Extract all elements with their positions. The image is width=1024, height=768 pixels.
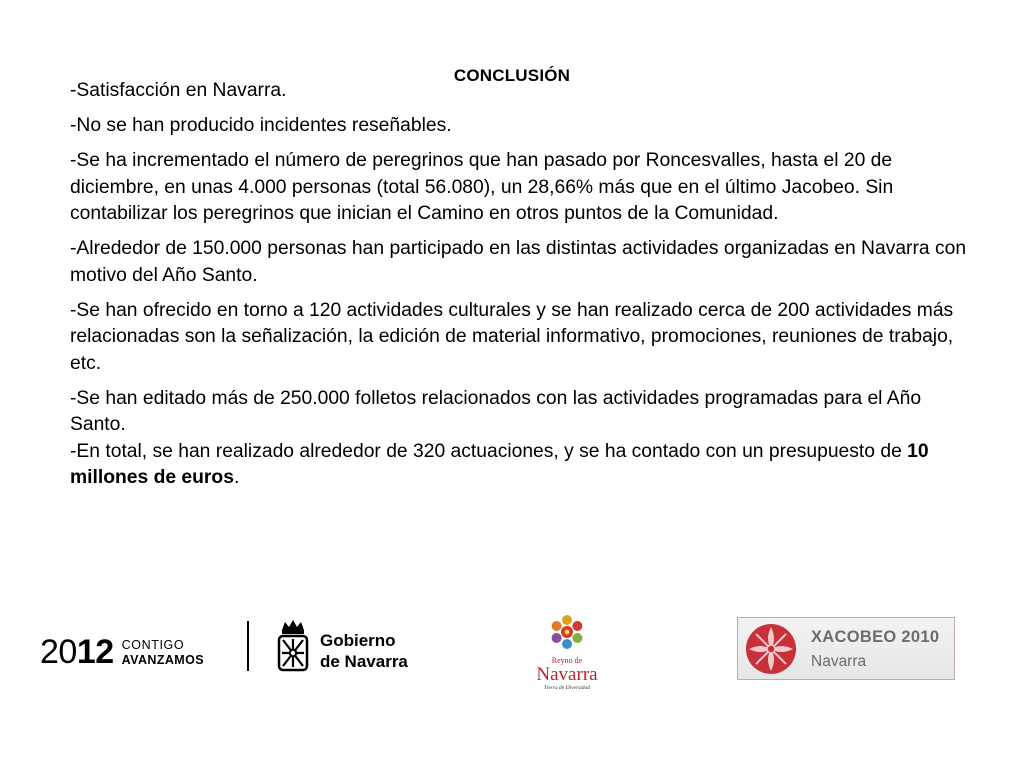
reyno-line3: Tierra de Diversidad — [543, 685, 591, 691]
logo-divider — [247, 621, 249, 671]
reyno-line1: Reyno de — [551, 656, 583, 665]
logo-year-light: 20 — [40, 632, 77, 671]
bullet-paragraph: -Alrededor de 150.000 personas han participado en las distintas actividades organizadas en Navarra con motivo del Año Santo. — [70, 238, 967, 286]
bullet-paragraph: -Se han editado más de 250.000 folletos relacionados con las actividades programadas para el Año Santo. — [70, 387, 922, 435]
logo-slogan-line1: CONTIGO — [121, 638, 185, 652]
slide-title: CONCLUSIÓN — [453, 66, 571, 85]
reyno-line2: Navarra — [536, 664, 598, 685]
bullet-paragraph-budget — [70, 439, 970, 492]
reyno-de-navarra-logo — [528, 608, 606, 692]
budget-amount: 10 millones de euros — [70, 440, 929, 488]
logo-2012-contigo-avanzamos — [40, 632, 204, 672]
xacobeo-subtitle: Navarra — [811, 653, 867, 670]
bullet-paragraph: -No se han producido incidentes reseñables. — [70, 115, 452, 136]
gobierno-line1: Gobierno — [320, 631, 396, 650]
budget-text: -En total, se han realizado alrededor de 320 actuaciones, y se ha contado con un presupuesto de — [70, 440, 908, 462]
logo-slogan — [122, 636, 204, 668]
xacobeo-title: XACOBEO 2010 — [811, 628, 940, 646]
gobierno-navarra-text — [320, 630, 408, 672]
reyno-flower-icon — [528, 608, 606, 692]
logo-slogan-line2: AVANZAMOS — [121, 653, 204, 667]
budget-end: . — [233, 467, 240, 488]
gobierno-line2: de Navarra — [320, 652, 408, 671]
logo-year-bold: 12 — [76, 632, 114, 671]
bullet-paragraph: -Satisfacción en Navarra. — [70, 80, 287, 101]
bullet-paragraph: -Se ha incrementado el número de peregrinos que han pasado por Roncesvalles, hasta el 20 de diciembre, en unas 4.000 personas (total 56.080), un 28,66% más que en el último Jacobeo. Sin contabilizar los peregrinos que inician el Camino en otros puntos de la Comunidad. — [70, 150, 894, 224]
xacobeo-2010-logo — [737, 617, 955, 680]
slide-body — [70, 78, 970, 500]
bullet-paragraph: -Se han ofrecido en torno a 120 actividades culturales y se han realizado cerca de 200 actividades más relacionadas son la señalización, la edición de material informativo, promociones, reuniones de trabajo, etc. — [70, 299, 954, 374]
santiago-cross-icon — [744, 622, 798, 676]
